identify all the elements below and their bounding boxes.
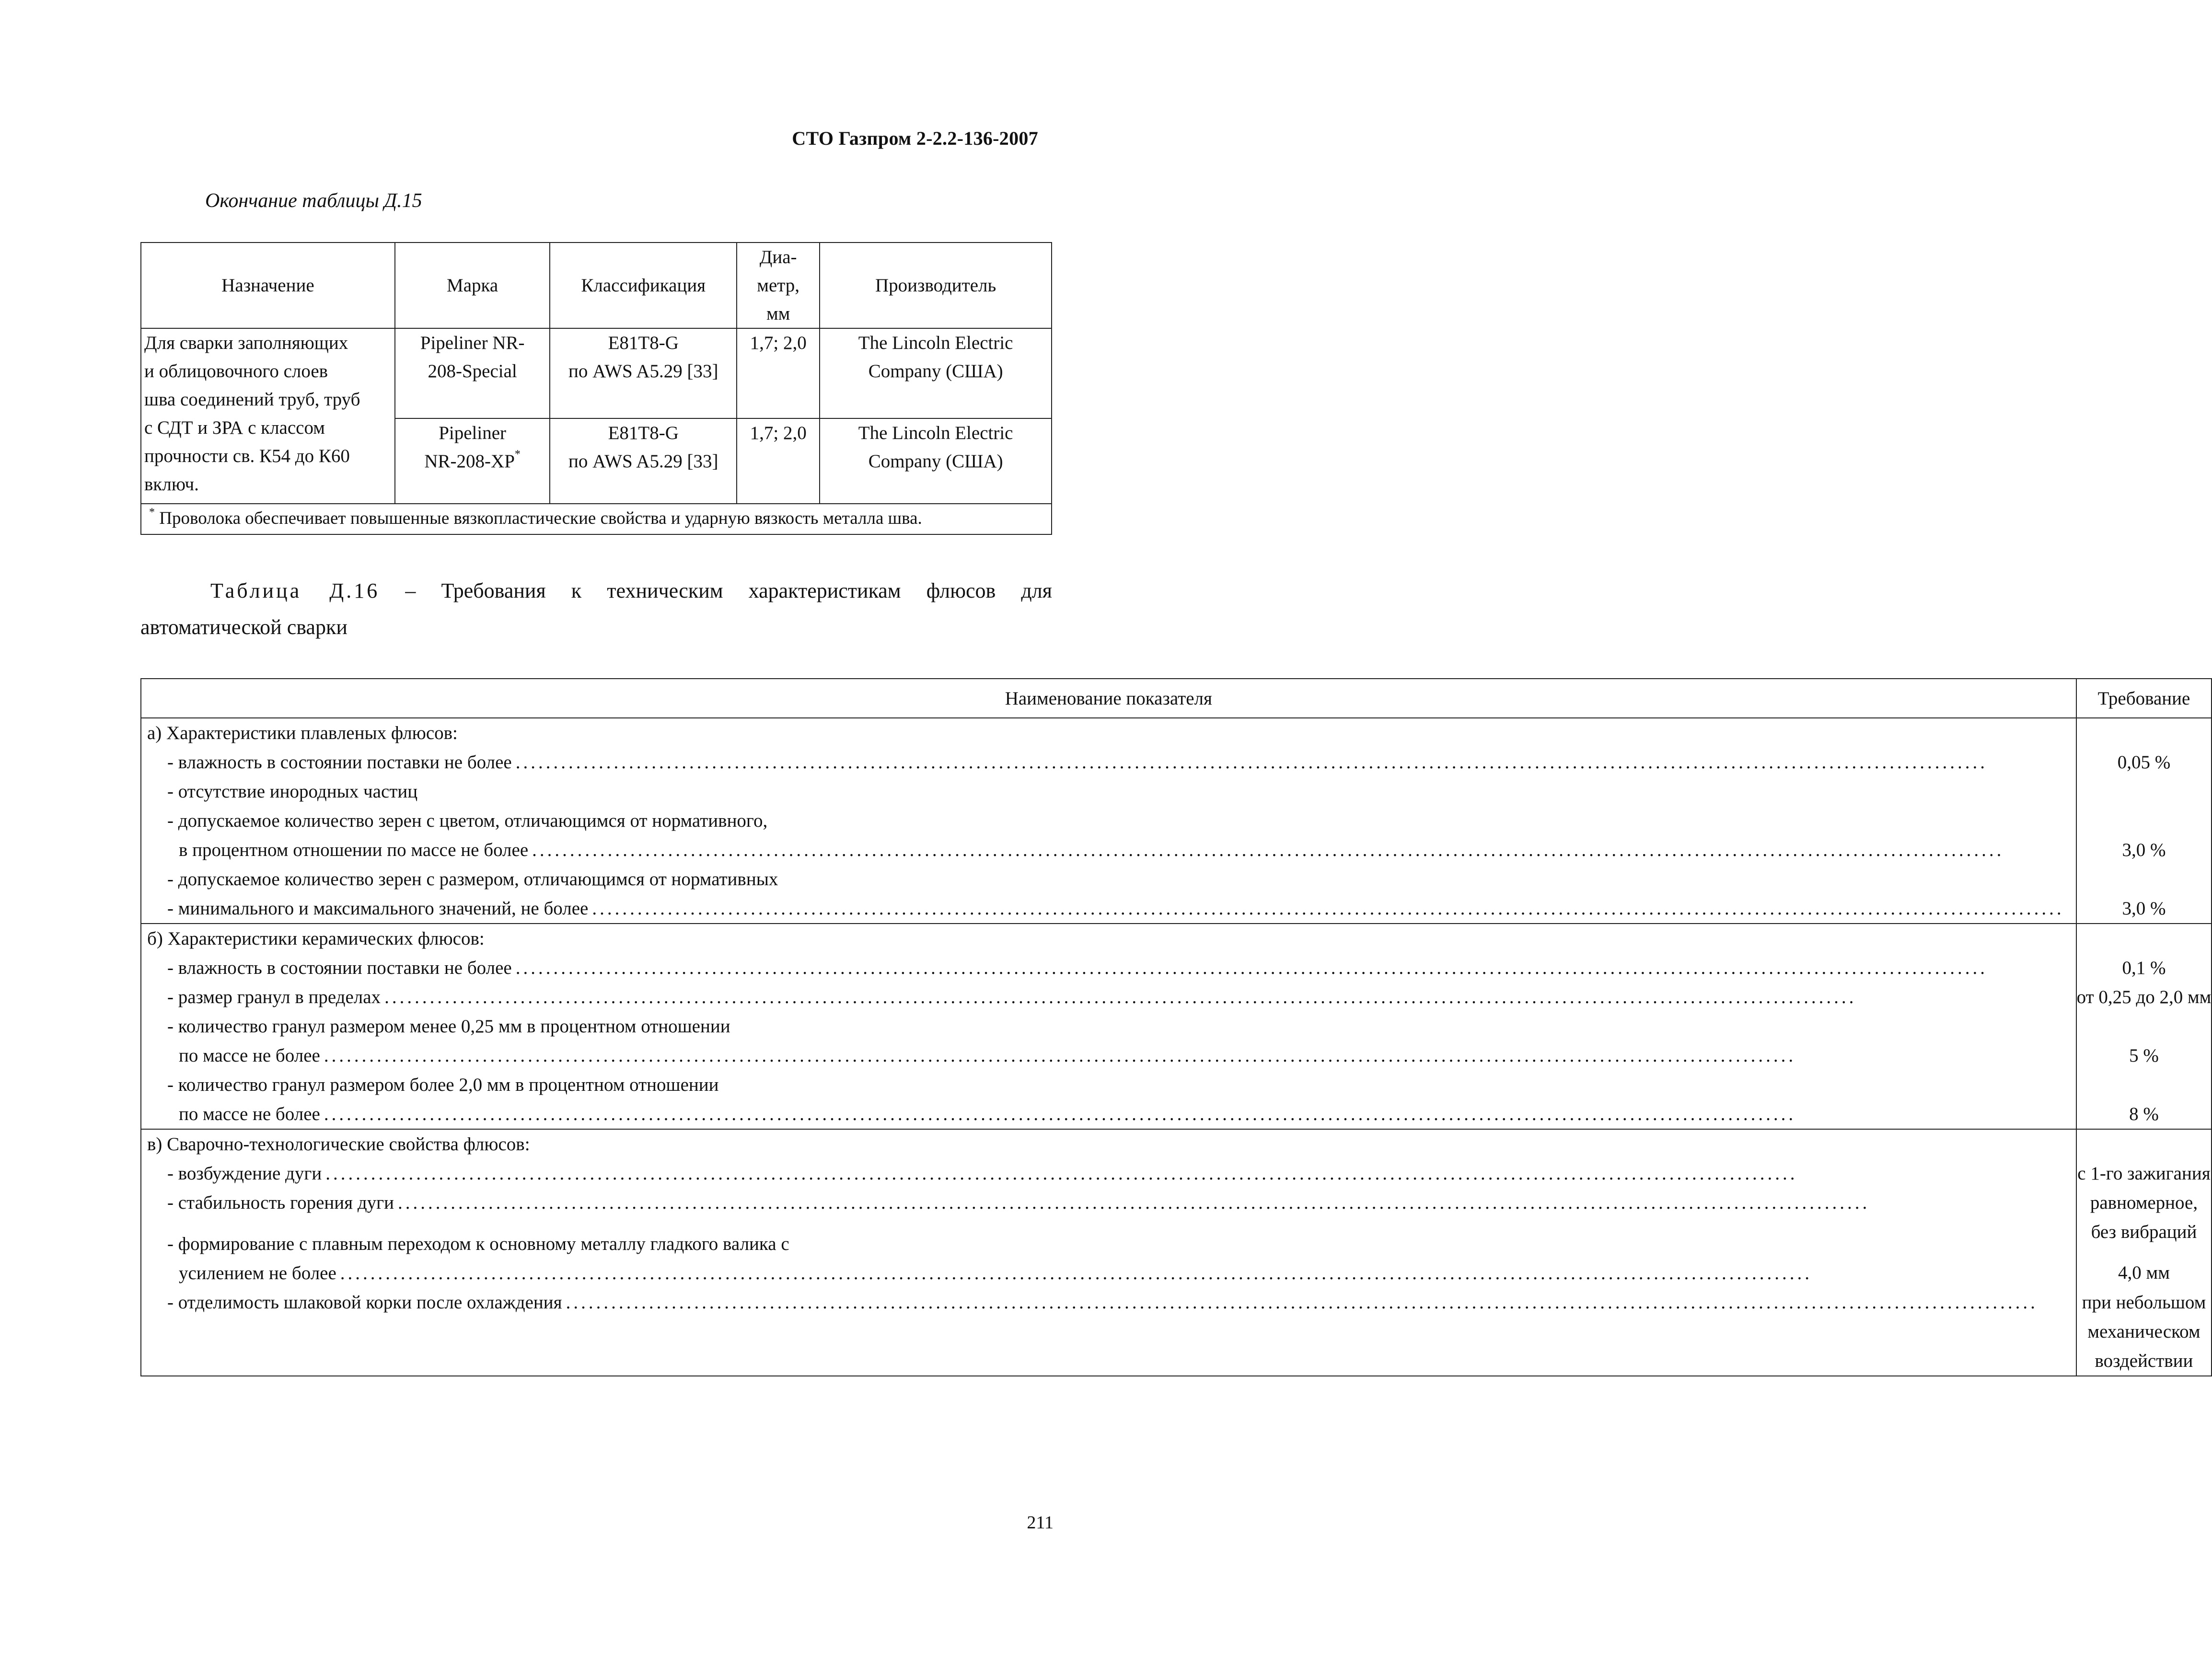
brand-line-text: NR-208-XP (424, 451, 515, 472)
table-d16-title-line1 (140, 573, 1052, 609)
table-d15 (140, 242, 1052, 535)
list-item: - формирование с плавным переходом к основному металлу гладкого валика с (167, 1234, 789, 1254)
item-text: - отделимость шлаковой корки после охлаждения (167, 1292, 562, 1313)
header-requirement: Требование (2076, 679, 2212, 718)
blank-line (2077, 777, 2212, 806)
section-a-indicators (141, 718, 2076, 924)
requirement-value: 5 % (2129, 1045, 2159, 1066)
footnote-text: Проволока обеспечивает повышенные вязкопластические свойства и ударную вязкость металла шва. (159, 509, 922, 528)
section-b-indicators (141, 924, 2076, 1129)
manufacturer-line: The Lincoln Electric (858, 423, 1013, 443)
header-brand: Марка (395, 243, 550, 328)
document-code: СТО Газпром 2-2.2-136-2007 (792, 127, 1038, 149)
table-d15-footnote-row (141, 504, 1052, 534)
header-indicator: Наименование показателя (141, 679, 2076, 718)
table-d15-header-row (141, 243, 1052, 328)
list-item-continuation (141, 1099, 2076, 1129)
header-diameter-line3: мм (766, 303, 790, 324)
requirement-value: равномерное, (2090, 1192, 2198, 1213)
section-title: б) Характеристики керамических флюсов: (147, 928, 485, 949)
leader-dots (324, 1041, 2064, 1070)
purpose-line: включ. (144, 474, 199, 495)
brand-cell (395, 418, 550, 504)
table-row (141, 328, 1052, 418)
section-b-requirements (2076, 924, 2212, 1129)
list-item: - количество гранул размером более 2,0 мм в процентном отношении (167, 1075, 719, 1095)
requirement-value: 3,0 % (2122, 840, 2166, 860)
purpose-line: и облицовочного слоев (144, 361, 328, 381)
list-item: - количество гранул размером менее 0,25 мм в процентном отношении (167, 1016, 730, 1037)
section-c-requirements (2076, 1129, 2212, 1376)
leader-dots (325, 1159, 2064, 1188)
section-c-indicators (141, 1129, 2076, 1376)
classification-line: по AWS A5.29 [33] (568, 361, 718, 381)
blank-line (2077, 718, 2212, 748)
item-text: - влажность в состоянии поставки не более (167, 752, 512, 773)
requirement-value: 0,05 % (2117, 752, 2171, 773)
requirement-value: 8 % (2129, 1104, 2159, 1124)
table-d16-label: Таблица Д.16 (210, 579, 380, 602)
requirement-value: механическом (2087, 1321, 2200, 1342)
requirement-value: от 0,25 до 2,0 мм (2076, 987, 2212, 1007)
classification-line: E81T8-G (608, 333, 679, 353)
item-text: - минимального и максимального значений, не более (167, 898, 589, 919)
brand-line: Pipeliner NR- (420, 333, 525, 353)
section-b-row (141, 924, 2212, 1129)
blank-line (2077, 1070, 2212, 1099)
requirement-value: 0,1 % (2122, 958, 2166, 978)
blank-line (2077, 865, 2212, 894)
list-item (141, 1288, 2076, 1317)
table-d16 (140, 678, 2212, 1376)
item-text: по массе не более (179, 1045, 320, 1066)
requirement-value: воздействии (2095, 1351, 2193, 1371)
blank-line (2077, 806, 2212, 835)
leader-dots (398, 1188, 2064, 1217)
diameter-cell: 1,7; 2,0 (737, 328, 820, 418)
diameter-cell: 1,7; 2,0 (737, 418, 820, 504)
leader-dots (516, 748, 2064, 777)
footnote-marker: * (514, 448, 521, 461)
list-item: - отсутствие инородных частиц (167, 781, 418, 802)
table-d16-title-text: – Требования к техническим характеристикам флюсов для (405, 579, 1052, 602)
list-item-continuation (141, 1041, 2076, 1070)
page-number: 211 (1027, 1513, 1054, 1533)
item-text: - стабильность горения дуги (167, 1192, 394, 1213)
purpose-line: Для сварки заполняющих (144, 333, 348, 353)
classification-cell (550, 418, 737, 504)
list-item (141, 1159, 2076, 1188)
header-classification: Классификация (550, 243, 737, 328)
blank-line (2077, 1130, 2212, 1159)
item-text: - влажность в состоянии поставки не более (167, 958, 512, 978)
manufacturer-line: Company (США) (868, 361, 1003, 381)
list-item-continuation (141, 1259, 2076, 1288)
purpose-cell (141, 328, 395, 504)
requirement-value: 3,0 % (2122, 898, 2166, 919)
list-item-continuation (141, 894, 2076, 923)
list-item (141, 748, 2076, 777)
blank-line (2077, 924, 2212, 953)
item-text: - размер гранул в пределах (167, 987, 381, 1007)
blank-line (141, 1346, 2076, 1375)
header-diameter (737, 243, 820, 328)
section-a-row (141, 718, 2212, 924)
list-item: - допускаемое количество зерен с цветом, отличающимся от нормативного, (167, 810, 768, 831)
header-manufacturer: Производитель (820, 243, 1052, 328)
classification-line: E81T8-G (608, 423, 679, 443)
header-diameter-line2: метр, (757, 275, 800, 296)
section-c-row (141, 1129, 2212, 1376)
manufacturer-cell (820, 418, 1052, 504)
blank-line (2077, 1012, 2212, 1041)
leader-dots (566, 1288, 2064, 1317)
leader-dots (324, 1099, 2064, 1129)
manufacturer-line: The Lincoln Electric (858, 333, 1013, 353)
purpose-line: с СДТ и ЗРА с классом (144, 417, 325, 438)
section-title: а) Характеристики плавленых флюсов: (147, 723, 458, 743)
manufacturer-cell (820, 328, 1052, 418)
purpose-line: шва соединений труб, труб (144, 389, 360, 410)
brand-line: 208-Special (428, 361, 517, 381)
list-item-continuation (141, 835, 2076, 865)
requirement-value: при небольшом (2082, 1292, 2206, 1313)
requirement-value: 4,0 мм (2118, 1262, 2170, 1283)
header-diameter-line1: Диа- (759, 247, 797, 267)
list-item (141, 1188, 2076, 1217)
list-item (141, 982, 2076, 1012)
classification-line: по AWS A5.29 [33] (568, 451, 718, 472)
leader-dots (532, 835, 2064, 865)
purpose-line: прочности св. К54 до К60 (144, 446, 350, 466)
requirement-value: с 1-го зажигания (2077, 1163, 2211, 1184)
item-text: - возбуждение дуги (167, 1163, 322, 1184)
table-d15-continuation-caption: Окончание таблицы Д.15 (205, 190, 422, 212)
blank-line (141, 1317, 2076, 1346)
table-d16-header-row (141, 679, 2212, 718)
section-title: в) Сварочно-технологические свойства флюсов: (147, 1134, 530, 1155)
list-item (141, 953, 2076, 982)
leader-dots (592, 894, 2064, 923)
list-item: - допускаемое количество зерен с размером, отличающимся от нормативных (167, 869, 778, 890)
leader-dots (516, 953, 2064, 982)
item-text: в процентном отношении по массе не более (179, 840, 529, 860)
brand-line: Pipeliner (439, 423, 507, 443)
leader-dots (340, 1259, 2064, 1288)
brand-line (399, 447, 546, 475)
brand-cell (395, 328, 550, 418)
footnote-mark: * (149, 506, 155, 519)
section-a-requirements (2076, 718, 2212, 924)
item-text: по массе не более (179, 1104, 320, 1124)
footnote-cell (141, 504, 1052, 534)
item-text: усилением не более (179, 1263, 336, 1283)
header-purpose: Назначение (141, 243, 395, 328)
table-d16-title-line2: автоматической сварки (140, 615, 347, 639)
leader-dots (384, 982, 2064, 1012)
requirement-value: без вибраций (2091, 1222, 2197, 1242)
manufacturer-line: Company (США) (868, 451, 1003, 472)
table-d16-title (140, 573, 1052, 646)
classification-cell (550, 328, 737, 418)
